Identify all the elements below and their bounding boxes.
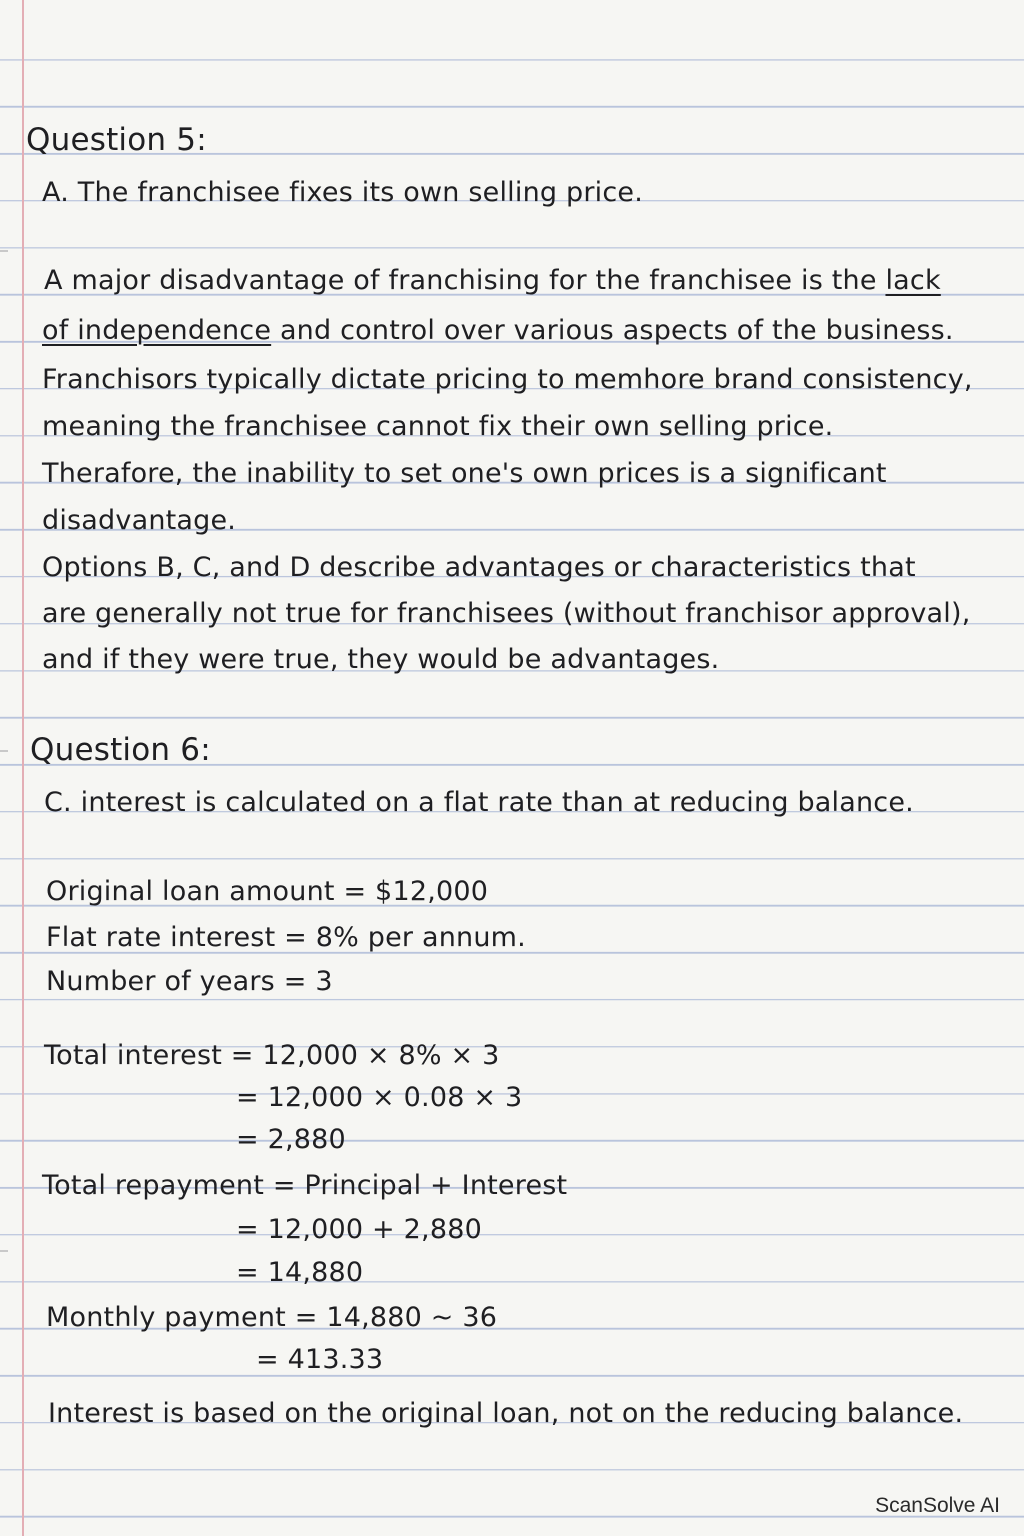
q5-text: and control over various aspects of the business. xyxy=(271,315,954,346)
calc-line: = 12,000 × 0.08 × 3 xyxy=(236,1082,523,1113)
q5-explanation-line: and if they were true, they would be advantages. xyxy=(42,644,720,675)
page-edge-mark xyxy=(0,1250,8,1252)
question-5-answer: A. The franchisee fixes its own selling price. xyxy=(42,177,643,208)
page-edge-mark xyxy=(0,250,8,252)
q5-explanation-line: Franchisors typically dictate pricing to memhore brand consistency, xyxy=(42,364,973,395)
calc-line: = 2,880 xyxy=(236,1124,346,1155)
question-6-heading: Question 6: xyxy=(30,732,211,768)
calc-line: = 14,880 xyxy=(236,1257,364,1288)
calc-line: Total repayment = Principal + Interest xyxy=(42,1170,568,1201)
q5-explanation-line: are generally not true for franchisees (without franchisor approval), xyxy=(42,598,971,629)
watermark-label: ScanSolve AI xyxy=(875,1494,1000,1517)
underlined-text: lack xyxy=(885,265,941,296)
question-6-answer: C. interest is calculated on a flat rate than at reducing balance. xyxy=(44,787,914,818)
q6-conclusion: Interest is based on the original loan, not on the reducing balance. xyxy=(48,1398,964,1429)
calc-line: = 413.33 xyxy=(256,1344,384,1375)
q5-explanation-line xyxy=(42,315,954,347)
given-line: Number of years = 3 xyxy=(46,966,333,997)
q5-explanation-line: Therafore, the inability to set one's own prices is a significant xyxy=(42,458,887,489)
q5-explanation-line: disadvantage. xyxy=(42,505,237,536)
margin-line xyxy=(22,0,24,1536)
q5-text: A major disadvantage of franchising for the franchisee is the xyxy=(44,265,886,296)
calc-line: = 12,000 + 2,880 xyxy=(236,1214,482,1245)
q5-explanation-line: Options B, C, and D describe advantages or characteristics that xyxy=(42,552,916,583)
question-5-heading: Question 5: xyxy=(26,122,207,158)
underlined-text: of independence xyxy=(42,315,272,346)
calc-line: Total interest = 12,000 × 8% × 3 xyxy=(44,1040,500,1071)
calc-line: Monthly payment = 14,880 ~ 36 xyxy=(46,1302,498,1333)
page-edge-mark xyxy=(0,750,8,752)
given-line: Flat rate interest = 8% per annum. xyxy=(46,922,526,953)
q5-explanation-line xyxy=(44,265,941,297)
given-line: Original loan amount = $12,000 xyxy=(46,876,489,907)
q5-explanation-line: meaning the franchisee cannot fix their own selling price. xyxy=(42,411,834,442)
